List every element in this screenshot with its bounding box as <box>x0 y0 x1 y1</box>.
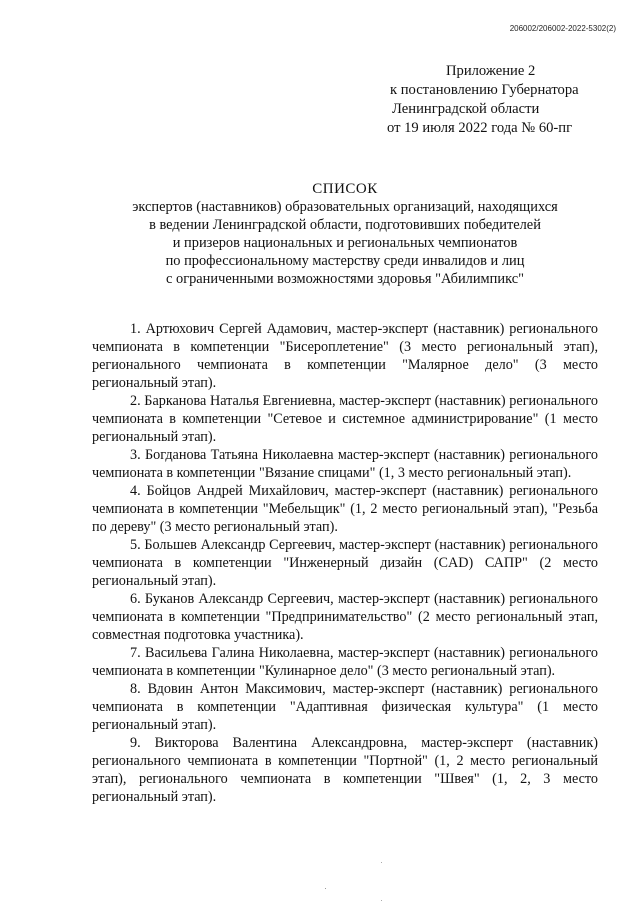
experts-list <box>92 320 598 806</box>
scan-speck <box>381 900 382 901</box>
heading-line: в ведении Ленинградской области, подготовивших победителей <box>149 217 541 233</box>
item-text: Барканова Наталья Евгениевна, мастер-эксперт (наставник) регионального чемпионата в компетенции "Сетевое и системное администрирование" (1 место региональный этап). <box>92 393 599 445</box>
appendix-line: к постановлению Губернатора <box>390 82 579 98</box>
list-item <box>92 536 598 590</box>
heading-line: по профессиональному мастерству среди инвалидов и лиц <box>165 253 525 269</box>
item-number: 8. <box>130 681 141 697</box>
item-number: 1. <box>130 321 141 337</box>
list-item <box>92 392 598 446</box>
appendix-line: Приложение 2 <box>446 63 536 79</box>
heading-line: и призеров национальных и региональных чемпионатов <box>172 235 518 251</box>
list-item <box>92 320 598 392</box>
item-text: Буканов Александр Сергеевич, мастер-эксперт (наставник) регионального чемпионата в компетенции "Предпринимательство" (2 место региональный этап, совместная подготовка участника). <box>92 591 599 643</box>
item-number: 2. <box>130 393 141 409</box>
item-text: Большев Александр Сергеевич, мастер-эксперт (наставник) регионального чемпионата в компетенции "Инженерный дизайн (CAD) САПР" (2 место региональный этап). <box>92 537 599 589</box>
list-item <box>92 590 598 644</box>
item-number: 6. <box>130 591 141 607</box>
list-item <box>92 446 598 482</box>
document-heading <box>0 180 640 288</box>
list-item <box>92 734 598 806</box>
item-text: Богданова Татьяна Николаевна мастер-эксперт (наставник) регионального чемпионата в компетенции "Вязание спицами" (1, 3 место региональный этап). <box>92 447 599 481</box>
list-item <box>92 680 598 734</box>
heading-line: с ограниченными возможностями здоровья "Абилимпикс" <box>166 271 524 287</box>
list-item <box>92 644 598 680</box>
item-number: 7. <box>130 645 141 661</box>
scan-speck <box>325 888 326 889</box>
item-text: Вдовин Антон Максимович, мастер-эксперт (наставник) регионального чемпионата в компетенции "Адаптивная физическая культура" (1 место региональный этап). <box>92 681 598 733</box>
item-text: Васильева Галина Николаевна, мастер-эксперт (наставник) регионального чемпионата в компетенции "Кулинарное дело" (3 место региональный этап). <box>92 645 599 679</box>
item-number: 3. <box>130 447 141 463</box>
item-text: Бойцов Андрей Михайлович, мастер-эксперт (наставник) регионального чемпионата в компетенции "Мебельщик" (1, 2 место региональный этап), "Резьба по дереву" (3 место региональный этап). <box>92 483 598 535</box>
item-number: 5. <box>130 537 141 553</box>
document-title: СПИСОК <box>312 181 378 197</box>
item-number: 9. <box>130 735 141 751</box>
appendix-line: Ленинградской области <box>392 101 540 117</box>
document-id: 206002/206002-2022-5302(2) <box>509 24 616 33</box>
list-item <box>92 482 598 536</box>
item-text: Викторова Валентина Александровна, мастер-эксперт (наставник) регионального чемпионата в компетенции "Портной" (1, 2 место региональный этап), регионального чемпионата в компетенции "Швея" (1, 2, 3 место региональный этап). <box>92 735 599 805</box>
heading-line: экспертов (наставников) образовательных организаций, находящихся <box>132 199 558 215</box>
scan-speck <box>381 862 382 863</box>
appendix-line: от 19 июля 2022 года № 60-пг <box>387 120 573 136</box>
appendix-block <box>388 62 579 138</box>
item-number: 4. <box>130 483 141 499</box>
item-text: Артюхович Сергей Адамович, мастер-эксперт (наставник) регионального чемпионата в компетенции "Бисероплетение" (3 место региональный этап), регионального чемпионата в компетенции "Малярное дело" (3 место региональный этап). <box>92 321 599 391</box>
